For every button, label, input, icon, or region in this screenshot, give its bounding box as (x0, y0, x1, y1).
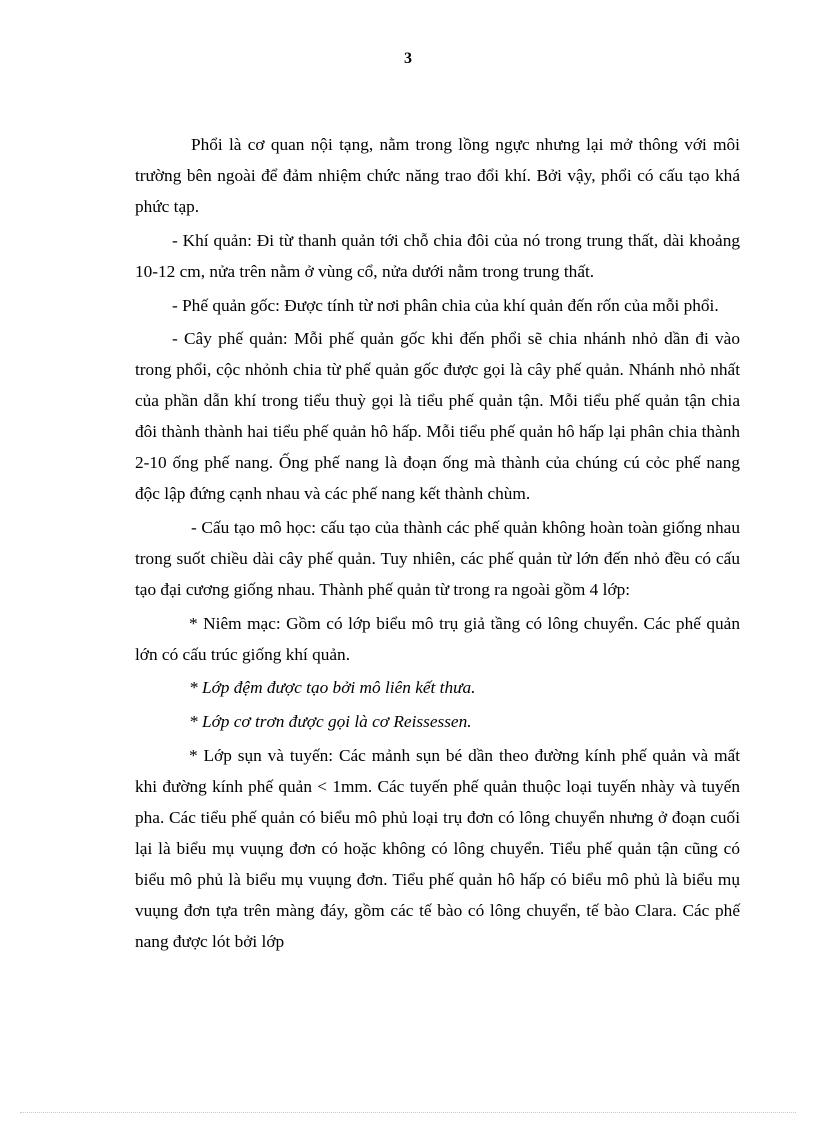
page-bottom-divider (20, 1112, 796, 1113)
paragraph-lop-sun-va-tuyen: * Lớp sụn và tuyến: Các mảnh sụn bé dần theo đường kính phế quản và mất khi đường kính phế quản < 1mm. Các tuyến phế quản thuộc loại tuyến nhày và tuyến pha. Các tiểu phế quản có biểu mô phủ loại trụ đơn có lông chuyển nhưng ở đoạn cuối lại là biểu mụ vuụng đơn có hoặc không có lông chuyển. Tiểu phế quản tận cũng có biểu mô phủ là biểu mụ vuụng đơn. Tiểu phế quản hô hấp có biểu mô phủ là biểu mụ vuụng đơn tựa trên màng đáy, gồm các tế bào có lông chuyển, tế bào Clara. Các phế nang được lót bởi lớp (135, 746, 740, 951)
document-body (135, 130, 740, 961)
page-number: 3 (404, 50, 412, 67)
paragraph-lop-co-tron: * Lớp cơ trơn được gọi là cơ Reissessen. (189, 712, 472, 732)
paragraph-niem-mac: * Niêm mạc: Gồm có lớp biểu mô trụ giả tầng có lông chuyển. Các phế quản lớn có cấu trúc giống khí quản. (135, 613, 740, 664)
paragraph-cau-tao-mo-hoc: - Cấu tạo mô học: cấu tạo của thành các phế quản không hoàn toàn giống nhau trong suốt chiều dài cây phế quản. Tuy nhiên, các phế quản từ lớn đến nhỏ đều có cấu tạo đại cương giống nhau. Thành phế quản từ trong ra ngoài gồm 4 lớp: (135, 517, 740, 599)
paragraph-intro: Phổi là cơ quan nội tạng, nằm trong lồng ngực nhưng lại mở thông với môi trường bên ngoài để đảm nhiệm chức năng trao đổi khí. Bởi vậy, phổi có cấu tạo khá phức tạp. (135, 135, 740, 216)
paragraph-khi-quan: - Khí quản: Đi từ thanh quản tới chỗ chia đôi của nó trong trung thất, dài khoảng 10-12 cm, nửa trên nằm ở vùng cổ, nửa dưới nằm trong trung thất. (135, 230, 740, 281)
paragraph-lop-dem: * Lớp đệm được tạo bởi mô liên kết thưa. (189, 678, 476, 698)
paragraph-phe-quan-goc: - Phế quản gốc: Được tính từ nơi phân chia của khí quản đến rốn của mỗi phổi. (172, 295, 719, 315)
paragraph-cay-phe-quan: - Cây phế quản: Mỗi phế quản gốc khi đến phổi sẽ chia nhánh nhỏ dần đi vào trong phổi, cộc nhỏnh chia từ phế quản gốc được gọi là cây phế quản. Nhánh nhỏ nhất của phần dẫn khí trong tiểu thuỳ gọi là tiểu phế quản tận. Mỗi tiểu phế quản tận chia đôi thành thành hai tiểu phế quản hô hấp. Mỗi tiểu phế quản hô hấp lại phân chia thành 2-10 ống phế nang. Ống phế nang là đoạn ống mà thành của chúng cú cỏc phế nang độc lập đứng cạnh nhau và các phế nang kết thành chùm. (135, 329, 740, 503)
